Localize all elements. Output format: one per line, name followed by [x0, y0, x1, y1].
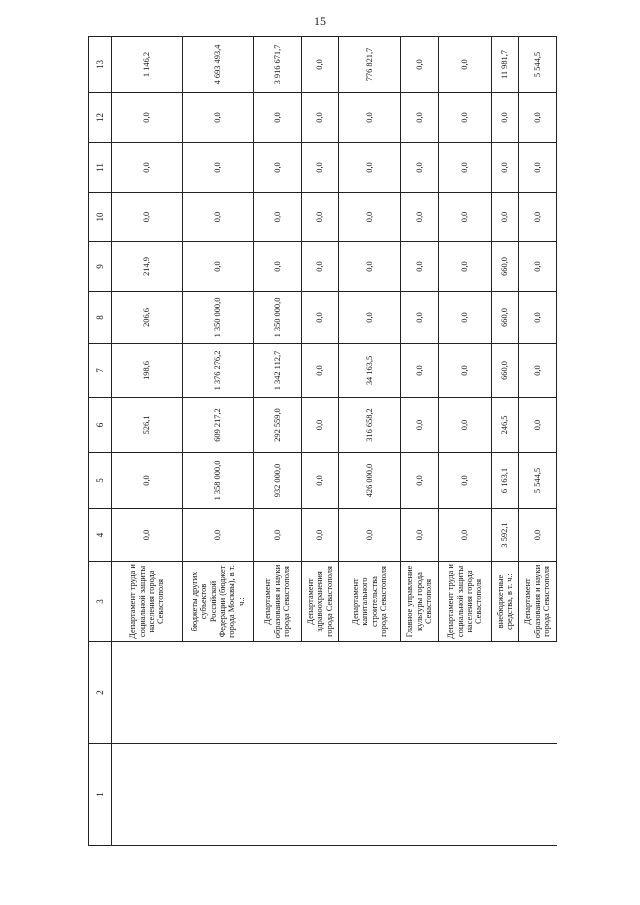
- table-row: [112, 37, 183, 846]
- col-number: 9: [89, 242, 112, 292]
- value-cell: 0,0: [302, 509, 339, 562]
- value-cell: 0,0: [339, 509, 401, 562]
- rotated-table-area: [88, 37, 552, 846]
- value-cell: 0,0: [254, 509, 302, 562]
- value-cell: 0,0: [183, 242, 254, 292]
- value-cell: 0,0: [302, 93, 339, 143]
- value-cell: 0,0: [519, 143, 557, 193]
- value-cell: 0,0: [339, 193, 401, 242]
- value-cell: 0,0: [439, 398, 492, 453]
- value-cell: 609 217,2: [183, 398, 254, 453]
- value-cell: 0,0: [519, 509, 557, 562]
- value-cell: 0,0: [112, 93, 183, 143]
- value-cell: 1 376 276,2: [183, 344, 254, 398]
- funding-table: [88, 36, 557, 846]
- value-cell: 0,0: [339, 292, 401, 344]
- value-cell: 0,0: [112, 509, 183, 562]
- value-cell: 0,0: [302, 398, 339, 453]
- value-cell: 660,0: [492, 242, 519, 292]
- value-cell: 0,0: [401, 193, 439, 242]
- value-cell: 0,0: [302, 193, 339, 242]
- value-cell: 0,0: [519, 398, 557, 453]
- value-cell: 0,0: [519, 292, 557, 344]
- value-cell: 660,0: [492, 292, 519, 344]
- value-cell: 11 981,7: [492, 37, 519, 93]
- value-cell: 0,0: [302, 242, 339, 292]
- col-number: 10: [89, 193, 112, 242]
- value-cell: 0,0: [183, 509, 254, 562]
- rotated-table-frame: [88, 37, 552, 846]
- value-cell: 0,0: [401, 292, 439, 344]
- value-cell: 0,0: [401, 143, 439, 193]
- value-cell: 0,0: [183, 193, 254, 242]
- value-cell: 0,0: [439, 344, 492, 398]
- value-cell: 0,0: [492, 93, 519, 143]
- col1-empty-cell: [112, 744, 557, 846]
- row-name: Департамент труда и социальной защиты населения города Севастополя: [439, 562, 492, 642]
- value-cell: 1 146,2: [112, 37, 183, 93]
- value-cell: 0,0: [519, 242, 557, 292]
- value-cell: 0,0: [439, 509, 492, 562]
- value-cell: 0,0: [401, 242, 439, 292]
- value-cell: 4 693 493,4: [183, 37, 254, 93]
- column-number-row: [89, 37, 112, 846]
- row-name: бюджеты других субъектов Российской Федерации (бюджет города Москвы), в т. ч.:: [183, 562, 254, 642]
- value-cell: 0,0: [439, 292, 492, 344]
- value-cell: 0,0: [339, 143, 401, 193]
- value-cell: 206,6: [112, 292, 183, 344]
- value-cell: 0,0: [401, 37, 439, 93]
- value-cell: 0,0: [183, 143, 254, 193]
- value-cell: 0,0: [439, 193, 492, 242]
- value-cell: 316 658,2: [339, 398, 401, 453]
- row-name: Департамент образования и науки города Севастополя: [519, 562, 557, 642]
- value-cell: 5 544,5: [519, 37, 557, 93]
- row-name: Департамент здравоохранения города Севастополя: [302, 562, 339, 642]
- value-cell: 0,0: [439, 453, 492, 509]
- value-cell: 0,0: [519, 344, 557, 398]
- col-number: 8: [89, 292, 112, 344]
- row-name: Департамент труда и социальной защиты населения города Севастополя: [112, 562, 183, 642]
- row-name: Главное управление культуры города Севастополя: [401, 562, 439, 642]
- value-cell: 426 000,0: [339, 453, 401, 509]
- value-cell: 0,0: [519, 93, 557, 143]
- col-number: 5: [89, 453, 112, 509]
- col-number: 1: [89, 744, 112, 846]
- value-cell: 526,1: [112, 398, 183, 453]
- col-number: 6: [89, 398, 112, 453]
- value-cell: 0,0: [492, 193, 519, 242]
- page-number: 15: [314, 14, 326, 28]
- col-number: 11: [89, 143, 112, 193]
- value-cell: 1 358 000,0: [183, 453, 254, 509]
- value-cell: 0,0: [302, 344, 339, 398]
- value-cell: 0,0: [401, 93, 439, 143]
- value-cell: 3 592,1: [492, 509, 519, 562]
- value-cell: 0,0: [302, 292, 339, 344]
- value-cell: 0,0: [254, 143, 302, 193]
- value-cell: 0,0: [339, 93, 401, 143]
- value-cell: 3 916 671,7: [254, 37, 302, 93]
- value-cell: 776 821,7: [339, 37, 401, 93]
- value-cell: 0,0: [254, 193, 302, 242]
- value-cell: 214,9: [112, 242, 183, 292]
- value-cell: 0,0: [254, 242, 302, 292]
- value-cell: 0,0: [302, 37, 339, 93]
- value-cell: 0,0: [302, 143, 339, 193]
- col-number: 3: [89, 562, 112, 642]
- row-name: внебюджетные средства, в т. ч.:: [492, 562, 519, 642]
- value-cell: 198,6: [112, 344, 183, 398]
- value-cell: 660,0: [492, 344, 519, 398]
- value-cell: 0,0: [302, 453, 339, 509]
- col-number: 7: [89, 344, 112, 398]
- value-cell: 0,0: [401, 453, 439, 509]
- value-cell: 292 559,0: [254, 398, 302, 453]
- value-cell: 6 163,1: [492, 453, 519, 509]
- value-cell: 0,0: [439, 93, 492, 143]
- col-number: 2: [89, 642, 112, 744]
- value-cell: 0,0: [401, 509, 439, 562]
- value-cell: 932 000,0: [254, 453, 302, 509]
- value-cell: 0,0: [519, 193, 557, 242]
- value-cell: 1 350 000,0: [254, 292, 302, 344]
- col-number: 12: [89, 93, 112, 143]
- col-number: 4: [89, 509, 112, 562]
- value-cell: 1 342 112,7: [254, 344, 302, 398]
- value-cell: 0,0: [112, 143, 183, 193]
- value-cell: 0,0: [254, 93, 302, 143]
- value-cell: 34 163,5: [339, 344, 401, 398]
- row-name: Департамент образования и науки города Севастополя: [254, 562, 302, 642]
- value-cell: 246,5: [492, 398, 519, 453]
- col2-empty-cell: [112, 642, 557, 744]
- value-cell: 1 350 000,0: [183, 292, 254, 344]
- value-cell: 0,0: [112, 453, 183, 509]
- value-cell: 0,0: [339, 242, 401, 292]
- row-name: Департамент капитального строительства города Севастополя: [339, 562, 401, 642]
- value-cell: 0,0: [112, 193, 183, 242]
- value-cell: 5 544,5: [519, 453, 557, 509]
- value-cell: 0,0: [183, 93, 254, 143]
- col-number: 13: [89, 37, 112, 93]
- value-cell: 0,0: [439, 143, 492, 193]
- value-cell: 0,0: [439, 242, 492, 292]
- value-cell: 0,0: [439, 37, 492, 93]
- value-cell: 0,0: [401, 344, 439, 398]
- value-cell: 0,0: [492, 143, 519, 193]
- value-cell: 0,0: [401, 398, 439, 453]
